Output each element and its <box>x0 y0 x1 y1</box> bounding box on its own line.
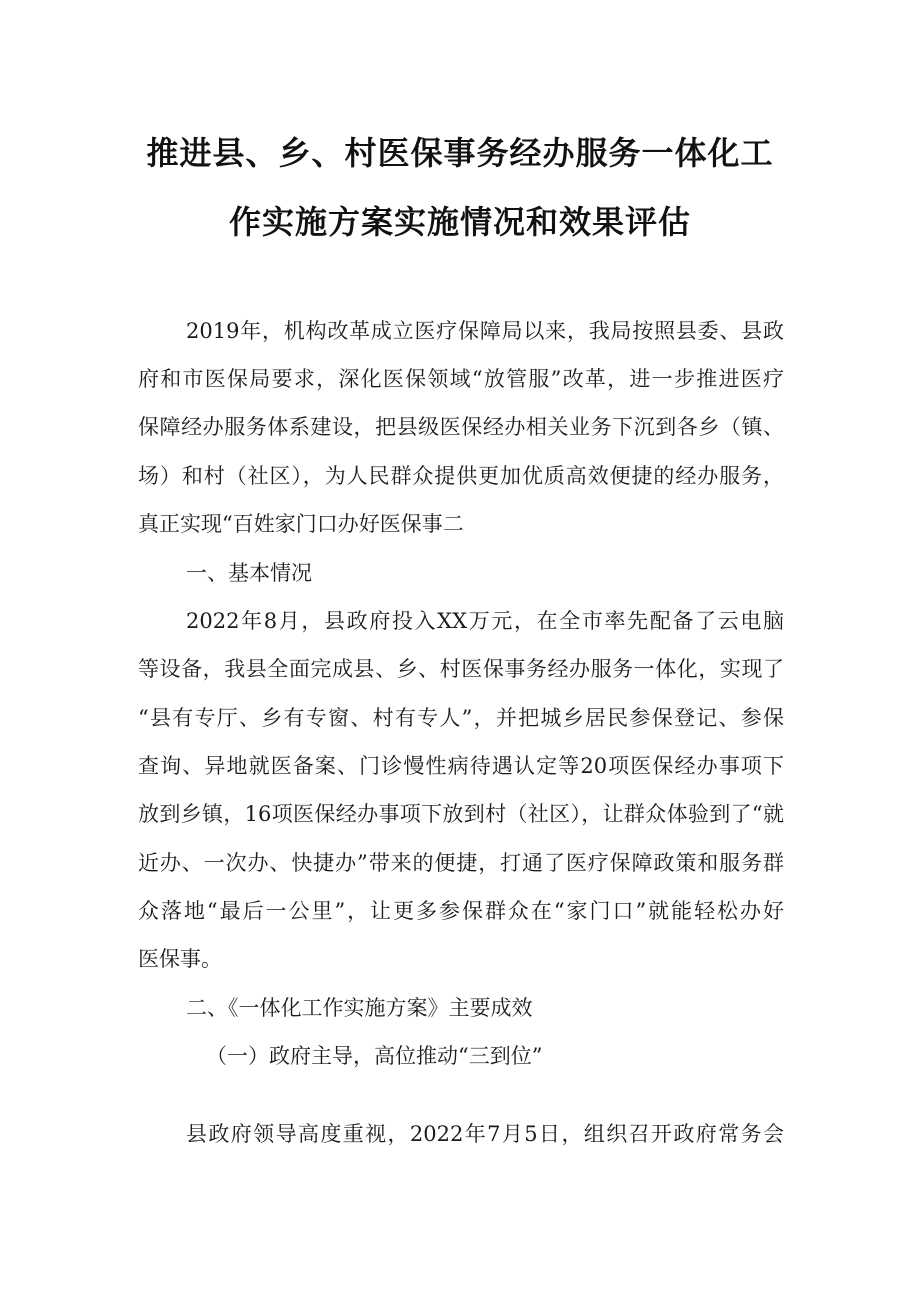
paragraph-line: 查询、异地就医备案、门诊慢性病待遇认定等20项医保经办事项下 <box>138 754 784 778</box>
paragraph-line: 场）和村（社区），为人民群众提供更加优质高效便捷的经办服务， <box>138 464 784 488</box>
paragraph-line: 医保事。 <box>138 947 222 971</box>
subsection-heading: （一）政府主导，高位推动“三到位” <box>206 1044 543 1068</box>
paragraph-line: 众落地“最后一公里”，让更多参保群众在“家门口”就能轻松办好 <box>138 899 784 923</box>
paragraph-line: 保障经办服务体系建设，把县级医保经办相关业务下沉到各乡（镇、 <box>138 415 784 439</box>
title-line-1: 推进县、乡、村医保事务经办服务一体化工 <box>146 134 774 172</box>
paragraph-line: 县政府领导高度重视，2022年7月5日，组织召开政府常务会 <box>186 1122 784 1146</box>
paragraph-line: “县有专厅、乡有专窗、村有专人”，并把城乡居民参保登记、参保 <box>138 706 784 730</box>
paragraph-line: 真正实现“百姓家门口办好医保事二 <box>138 512 464 536</box>
section-heading: 二、《一体化工作实施方案》主要成效 <box>186 996 533 1020</box>
paragraph-line: 2022年8月，县政府投入XX万元，在全市率先配备了云电脑 <box>186 609 784 633</box>
paragraph-line: 府和市医保局要求，深化医保领域“放管服”改革，进一步推进医疗 <box>138 367 784 391</box>
paragraph-line: 放到乡镇，16项医保经办事项下放到村（社区），让群众体验到了“就 <box>138 802 784 826</box>
section-heading: 一、基本情况 <box>186 561 312 585</box>
paragraph-line: 2019年，机构改革成立医疗保障局以来，我局按照县委、县政 <box>186 319 784 343</box>
title-line-2: 作实施方案实施情况和效果评估 <box>228 203 691 241</box>
paragraph-line: 等设备，我县全面完成县、乡、村医保事务经办服务一体化，实现了 <box>138 657 784 681</box>
paragraph-line: 近办、一次办、快捷办”带来的便捷，打通了医疗保障政策和服务群 <box>138 851 784 875</box>
